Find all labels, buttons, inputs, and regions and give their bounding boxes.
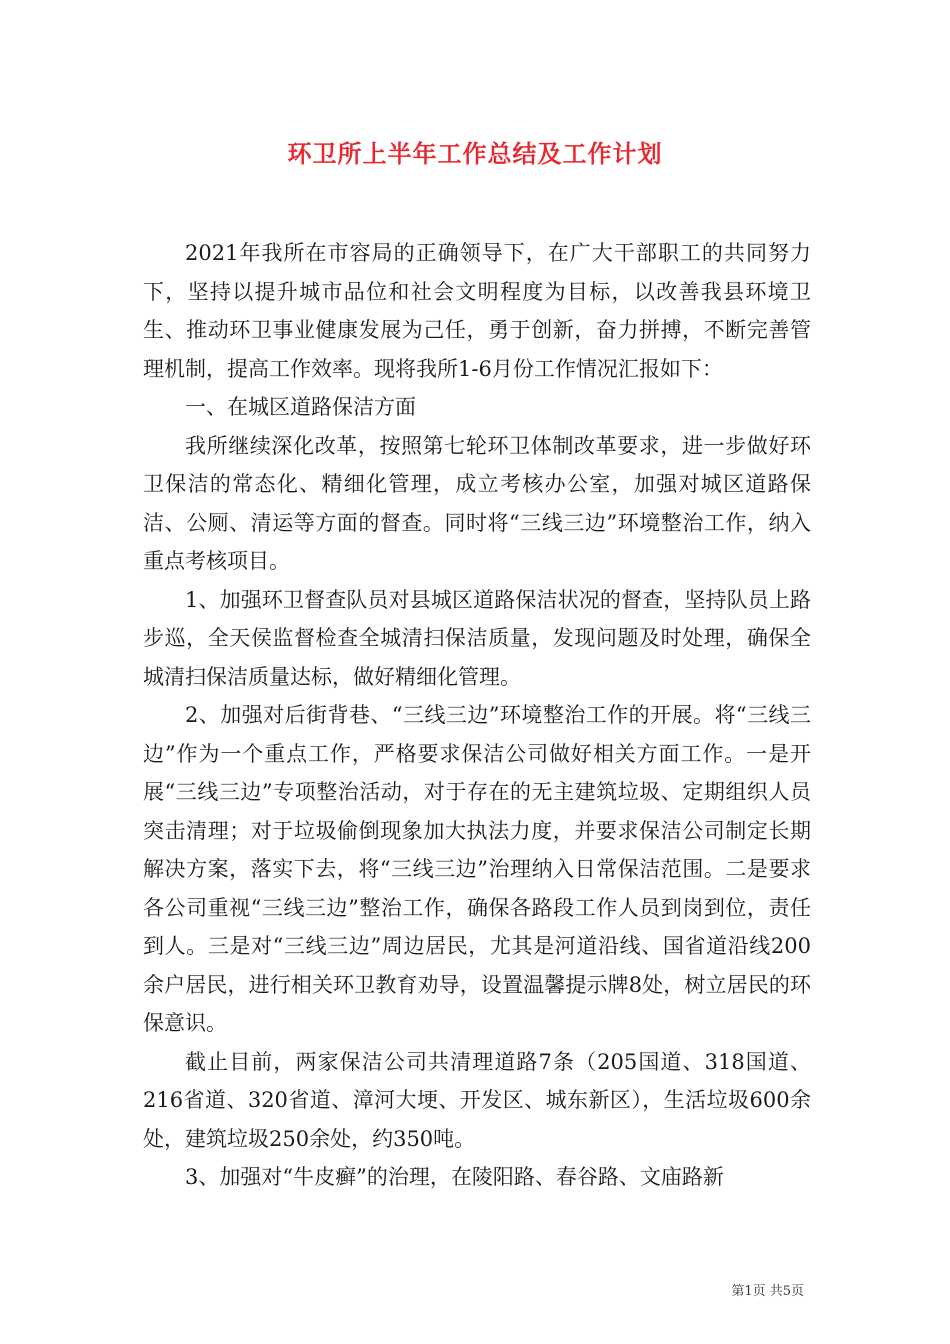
paragraph-item-1: 1、加强环卫督查队员对县城区道路保洁状况的督查，坚持队员上路步巡，全天侯监督检查全城清扫保洁质量，发现问题及时处理，确保全城清扫保洁质量达标，做好精细化管理。: [143, 587, 811, 689]
paragraph-intro: 2021年我所在市容局的正确领导下，在广大干部职工的共同努力下，坚持以提升城市品位和社会文明程度为目标，以改善我县环境卫生、推动环卫事业健康发展为己任，勇于创新，奋力拼搏，不断完善管理机制，提高工作效率。现将我所1-6月份工作情况汇报如下：: [143, 241, 811, 381]
paragraph-item-2: 2、加强对后街背巷、“三线三边”环境整治工作的开展。将“三线三边”作为一个重点工作，严格要求保洁公司做好相关方面工作。一是开展“三线三边”专项整治活动，对于存在的无主建筑垃圾、定期组织人员突击清理；对于垃圾偷倒现象加大执法力度，并要求保洁公司制定长期解决方案，落实下去，将“三线三边”治理纳入日常保洁范围。二是要求各公司重视“三线三边”整治工作，确保各路段工作人员到岗到位，责任到人。三是对“三线三边”周边居民，尤其是河道沿线、国省道沿线200余户居民，进行相关环卫教育劝导，设置温馨提示牌8处，树立居民的环保意识。: [143, 703, 811, 1035]
document-title: 环卫所上半年工作总结及工作计划: [287, 139, 663, 168]
document-body: [143, 234, 811, 1197]
page-number: 第1页 共5页: [731, 1284, 804, 1299]
section-heading-road-cleaning: 一、在城区道路保洁方面: [185, 395, 416, 419]
paragraph-reform: 我所继续深化改革，按照第七轮环卫体制改革要求，进一步做好环卫保洁的常态化、精细化管理，成立考核办公室，加强对城区道路保洁、公厕、清运等方面的督查。同时将“三线三边”环境整治工作，纳入重点考核项目。: [143, 433, 811, 573]
paragraph-item-3: 3、加强对“牛皮癣”的治理，在陵阳路、春谷路、文庙路新: [185, 1165, 724, 1189]
paragraph-statistics: 截止目前，两家保洁公司共清理道路7条（205国道、318国道、216省道、320省道、漳河大埂、开发区、城东新区），生活垃圾600余处，建筑垃圾250余处，约350吨。: [143, 1049, 811, 1151]
